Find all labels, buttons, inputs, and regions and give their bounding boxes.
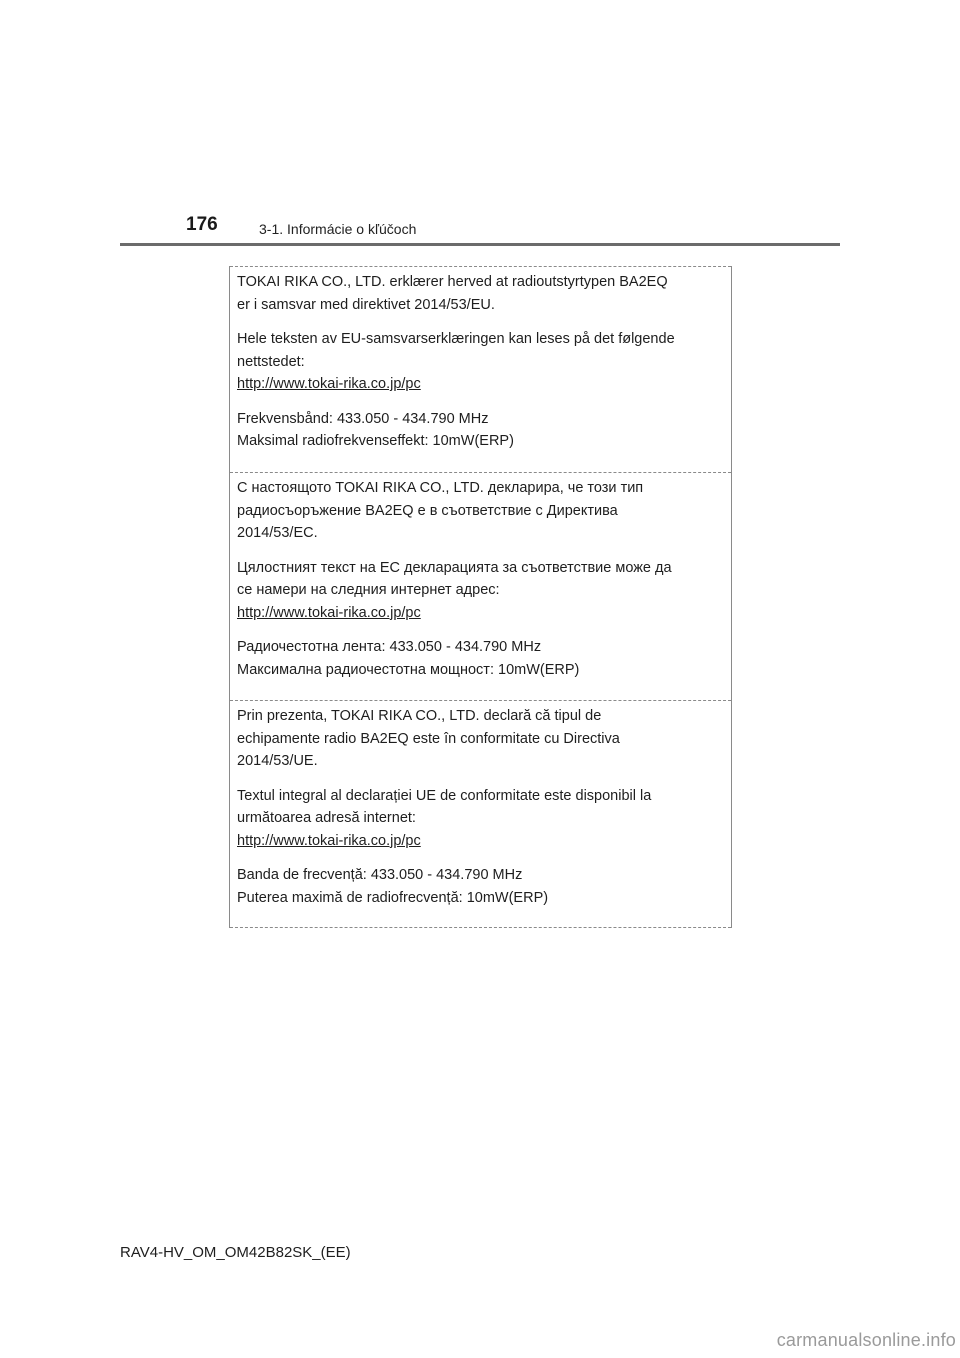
full-text-line: се намери на следния интернет адрес: xyxy=(237,582,500,598)
power-line: Максимална радиочестотна мощност: 10mW(ERP) xyxy=(237,661,580,678)
full-text-line: Цялостният текст на ЕС декларацията за съответствие може да xyxy=(237,559,672,576)
declaration-line: радиосъоръжение BA2EQ е в съответствие с Директива xyxy=(237,502,618,519)
declaration-link[interactable]: http://www.tokai-rika.co.jp/pc xyxy=(237,832,421,849)
section-title: 3-1. Informácie o kľúčoch xyxy=(259,221,417,237)
power-line: Maksimal radiofrekvenseffekt: 10mW(ERP) xyxy=(237,433,514,449)
full-text-line: Hele teksten av EU-samsvarserklæringen kan leses på det følgende xyxy=(237,331,675,347)
page-header xyxy=(0,0,960,250)
declaration-line: Prin prezenta, TOKAI RIKA CO., LTD. declară că tipul de xyxy=(237,708,602,724)
frequency-line: Радиочестотна лента: 433.050 - 434.790 MHz xyxy=(237,639,542,655)
frequency-line: Banda de frecvență: 433.050 - 434.790 MHz xyxy=(237,867,523,883)
full-text-line: Textul integral al declarației UE de conformitate este disponibil la xyxy=(237,787,652,804)
declaration-link[interactable]: http://www.tokai-rika.co.jp/pc xyxy=(237,604,421,621)
declaration-line: er i samsvar med direktivet 2014/53/EU. xyxy=(237,296,495,313)
declaration-line: TOKAI RIKA CO., LTD. erklærer herved at radioutstyrtypen BA2EQ xyxy=(237,274,668,290)
declaration-line: 2014/53/UE. xyxy=(237,753,318,769)
header-divider xyxy=(120,243,840,246)
full-text-line: nettstedet: xyxy=(237,353,305,370)
declaration-block-bulgarian xyxy=(230,472,731,700)
declaration-line: С настоящото TOKAI RIKA CO., LTD. декларира, че този тип xyxy=(237,480,644,496)
power-line: Puterea maximă de radiofrecvență: 10mW(ERP) xyxy=(237,889,549,906)
full-text-line: următoarea adresă internet: xyxy=(237,810,416,826)
declaration-link[interactable]: http://www.tokai-rika.co.jp/pc xyxy=(237,376,421,392)
page-number: 176 xyxy=(186,214,218,235)
declaration-line: 2014/53/ЕС. xyxy=(237,525,318,541)
declaration-block-norwegian xyxy=(230,266,731,472)
site-watermark: carmanualsonline.info xyxy=(776,1330,956,1350)
declaration-panel xyxy=(229,266,732,928)
declaration-block-romanian xyxy=(230,700,731,928)
declaration-line: echipamente radio BA2EQ este în conformitate cu Directiva xyxy=(237,730,620,747)
document-code: RAV4-HV_OM_OM42B82SK_(EE) xyxy=(120,1244,351,1261)
frequency-line: Frekvensbånd: 433.050 - 434.790 MHz xyxy=(237,410,489,427)
